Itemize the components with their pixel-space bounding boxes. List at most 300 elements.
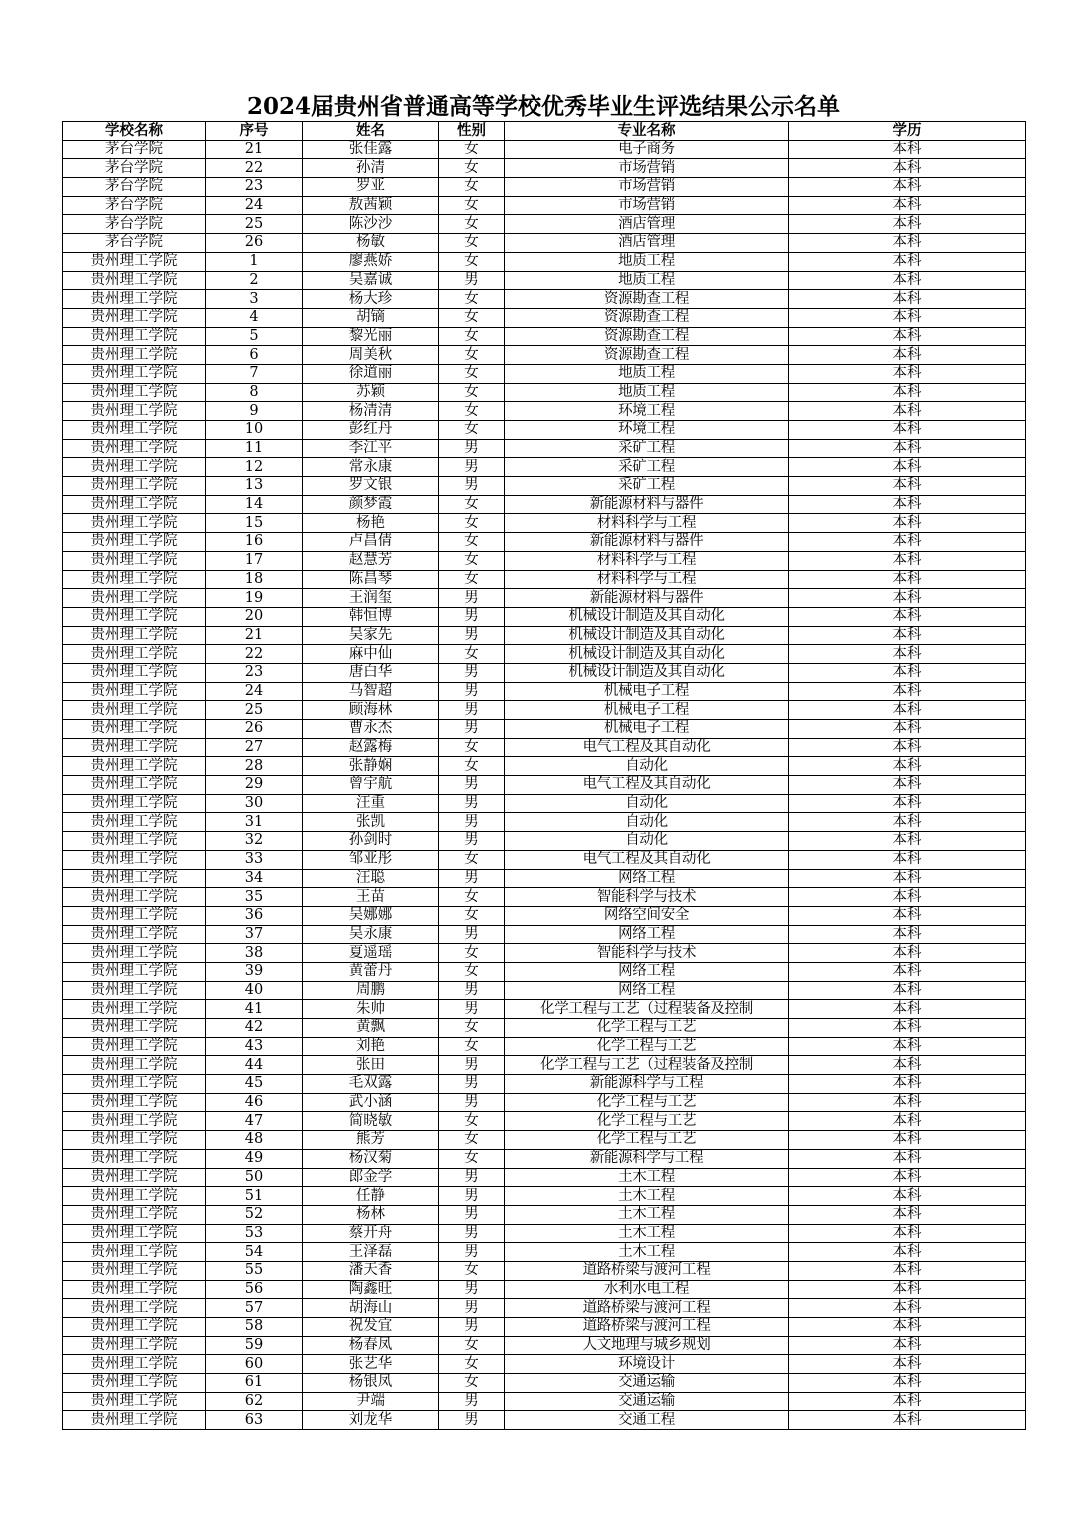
table-row bbox=[63, 1355, 1026, 1374]
cell-name: 吴娜娜 bbox=[303, 906, 439, 925]
table-row bbox=[63, 159, 1026, 178]
cell-name: 杨敏 bbox=[303, 234, 439, 253]
table-row bbox=[63, 776, 1026, 795]
cell-name: 杨汉菊 bbox=[303, 1149, 439, 1168]
cell-school: 茅台学院 bbox=[63, 215, 206, 234]
table-row bbox=[63, 981, 1026, 1000]
cell-education: 本科 bbox=[789, 252, 1026, 271]
cell-school: 贵州理工学院 bbox=[63, 869, 206, 888]
cell-education: 本科 bbox=[789, 159, 1026, 178]
cell-education: 本科 bbox=[789, 869, 1026, 888]
cell-gender: 女 bbox=[439, 383, 505, 402]
cell-education: 本科 bbox=[789, 215, 1026, 234]
cell-school: 贵州理工学院 bbox=[63, 1187, 206, 1206]
cell-education: 本科 bbox=[789, 1224, 1026, 1243]
cell-gender: 女 bbox=[439, 252, 505, 271]
cell-number: 56 bbox=[206, 1280, 303, 1299]
cell-name: 陶鑫旺 bbox=[303, 1280, 439, 1299]
cell-education: 本科 bbox=[789, 1131, 1026, 1150]
cell-gender: 男 bbox=[439, 477, 505, 496]
cell-education: 本科 bbox=[789, 234, 1026, 253]
cell-name: 杨银凤 bbox=[303, 1374, 439, 1393]
cell-school: 贵州理工学院 bbox=[63, 1392, 206, 1411]
cell-number: 21 bbox=[206, 626, 303, 645]
cell-major: 化学工程与工艺（过程装备及控制 bbox=[505, 1056, 789, 1075]
cell-gender: 男 bbox=[439, 1075, 505, 1094]
cell-name: 张田 bbox=[303, 1056, 439, 1075]
cell-school: 贵州理工学院 bbox=[63, 1374, 206, 1393]
cell-major: 自动化 bbox=[505, 813, 789, 832]
cell-major: 交通运输 bbox=[505, 1392, 789, 1411]
cell-gender: 男 bbox=[439, 869, 505, 888]
cell-education: 本科 bbox=[789, 981, 1026, 1000]
table-row bbox=[63, 308, 1026, 327]
cell-school: 贵州理工学院 bbox=[63, 645, 206, 664]
table-row bbox=[63, 607, 1026, 626]
cell-school: 茅台学院 bbox=[63, 140, 206, 159]
cell-school: 贵州理工学院 bbox=[63, 346, 206, 365]
table-row bbox=[63, 1280, 1026, 1299]
cell-education: 本科 bbox=[789, 1075, 1026, 1094]
cell-major: 自动化 bbox=[505, 832, 789, 851]
cell-school: 贵州理工学院 bbox=[63, 1037, 206, 1056]
cell-gender: 女 bbox=[439, 178, 505, 197]
cell-number: 23 bbox=[206, 178, 303, 197]
cell-gender: 男 bbox=[439, 1205, 505, 1224]
cell-gender: 男 bbox=[439, 458, 505, 477]
cell-name: 杨林 bbox=[303, 1205, 439, 1224]
cell-number: 25 bbox=[206, 701, 303, 720]
cell-number: 15 bbox=[206, 514, 303, 533]
cell-gender: 女 bbox=[439, 1261, 505, 1280]
cell-number: 41 bbox=[206, 1000, 303, 1019]
cell-major: 道路桥梁与渡河工程 bbox=[505, 1299, 789, 1318]
cell-gender: 女 bbox=[439, 421, 505, 440]
cell-major: 化学工程与工艺 bbox=[505, 1019, 789, 1038]
table-row bbox=[63, 364, 1026, 383]
cell-school: 贵州理工学院 bbox=[63, 757, 206, 776]
cell-gender: 男 bbox=[439, 925, 505, 944]
cell-number: 57 bbox=[206, 1299, 303, 1318]
cell-major: 网络工程 bbox=[505, 962, 789, 981]
cell-education: 本科 bbox=[789, 383, 1026, 402]
cell-education: 本科 bbox=[789, 1168, 1026, 1187]
cell-gender: 男 bbox=[439, 813, 505, 832]
cell-major: 交通运输 bbox=[505, 1374, 789, 1393]
table-row bbox=[63, 1037, 1026, 1056]
table-row bbox=[63, 458, 1026, 477]
cell-education: 本科 bbox=[789, 663, 1026, 682]
cell-education: 本科 bbox=[789, 682, 1026, 701]
table-row bbox=[63, 196, 1026, 215]
cell-school: 贵州理工学院 bbox=[63, 682, 206, 701]
cell-gender: 女 bbox=[439, 495, 505, 514]
cell-education: 本科 bbox=[789, 1000, 1026, 1019]
cell-major: 新能源材料与器件 bbox=[505, 589, 789, 608]
cell-education: 本科 bbox=[789, 906, 1026, 925]
cell-name: 孙清 bbox=[303, 159, 439, 178]
cell-number: 20 bbox=[206, 607, 303, 626]
cell-education: 本科 bbox=[789, 570, 1026, 589]
cell-name: 王润玺 bbox=[303, 589, 439, 608]
cell-school: 贵州理工学院 bbox=[63, 1019, 206, 1038]
cell-gender: 男 bbox=[439, 439, 505, 458]
cell-name: 张凯 bbox=[303, 813, 439, 832]
cell-name: 武小涵 bbox=[303, 1093, 439, 1112]
cell-major: 市场营销 bbox=[505, 196, 789, 215]
cell-major: 机械设计制造及其自动化 bbox=[505, 626, 789, 645]
cell-major: 机械电子工程 bbox=[505, 682, 789, 701]
cell-education: 本科 bbox=[789, 196, 1026, 215]
cell-education: 本科 bbox=[789, 1336, 1026, 1355]
cell-education: 本科 bbox=[789, 439, 1026, 458]
table-row bbox=[63, 1075, 1026, 1094]
cell-school: 贵州理工学院 bbox=[63, 701, 206, 720]
cell-number: 3 bbox=[206, 290, 303, 309]
cell-major: 新能源材料与器件 bbox=[505, 533, 789, 552]
cell-major: 电气工程及其自动化 bbox=[505, 776, 789, 795]
cell-education: 本科 bbox=[789, 757, 1026, 776]
cell-school: 贵州理工学院 bbox=[63, 589, 206, 608]
table-header-row bbox=[63, 122, 1026, 141]
cell-school: 贵州理工学院 bbox=[63, 402, 206, 421]
cell-number: 58 bbox=[206, 1318, 303, 1337]
cell-education: 本科 bbox=[789, 589, 1026, 608]
cell-major: 资源勘查工程 bbox=[505, 308, 789, 327]
cell-major: 土木工程 bbox=[505, 1205, 789, 1224]
cell-major: 酒店管理 bbox=[505, 215, 789, 234]
cell-number: 40 bbox=[206, 981, 303, 1000]
table-row bbox=[63, 514, 1026, 533]
table-row bbox=[63, 1187, 1026, 1206]
cell-major: 化学工程与工艺 bbox=[505, 1131, 789, 1150]
table-row bbox=[63, 1168, 1026, 1187]
cell-number: 63 bbox=[206, 1411, 303, 1430]
cell-major: 土木工程 bbox=[505, 1224, 789, 1243]
header-name: 姓名 bbox=[303, 122, 439, 141]
table-body bbox=[63, 140, 1026, 1429]
cell-education: 本科 bbox=[789, 533, 1026, 552]
cell-major: 资源勘查工程 bbox=[505, 327, 789, 346]
cell-major: 环境设计 bbox=[505, 1355, 789, 1374]
table-row bbox=[63, 140, 1026, 159]
cell-number: 29 bbox=[206, 776, 303, 795]
cell-number: 23 bbox=[206, 663, 303, 682]
table-row bbox=[63, 832, 1026, 851]
cell-school: 贵州理工学院 bbox=[63, 1243, 206, 1262]
cell-school: 贵州理工学院 bbox=[63, 1075, 206, 1094]
cell-number: 9 bbox=[206, 402, 303, 421]
cell-major: 智能科学与技术 bbox=[505, 944, 789, 963]
cell-gender: 女 bbox=[439, 140, 505, 159]
cell-education: 本科 bbox=[789, 832, 1026, 851]
cell-school: 贵州理工学院 bbox=[63, 1299, 206, 1318]
cell-gender: 女 bbox=[439, 234, 505, 253]
cell-name: 胡镝 bbox=[303, 308, 439, 327]
table-row bbox=[63, 701, 1026, 720]
cell-name: 廖燕娇 bbox=[303, 252, 439, 271]
header-education: 学历 bbox=[789, 122, 1026, 141]
cell-number: 12 bbox=[206, 458, 303, 477]
cell-school: 贵州理工学院 bbox=[63, 570, 206, 589]
cell-number: 51 bbox=[206, 1187, 303, 1206]
cell-gender: 女 bbox=[439, 402, 505, 421]
cell-number: 2 bbox=[206, 271, 303, 290]
cell-major: 水利水电工程 bbox=[505, 1280, 789, 1299]
cell-name: 郎金学 bbox=[303, 1168, 439, 1187]
cell-name: 孙剑时 bbox=[303, 832, 439, 851]
cell-gender: 男 bbox=[439, 663, 505, 682]
cell-school: 贵州理工学院 bbox=[63, 533, 206, 552]
cell-gender: 女 bbox=[439, 1374, 505, 1393]
cell-education: 本科 bbox=[789, 1280, 1026, 1299]
cell-number: 28 bbox=[206, 757, 303, 776]
cell-name: 刘艳 bbox=[303, 1037, 439, 1056]
cell-school: 贵州理工学院 bbox=[63, 832, 206, 851]
cell-education: 本科 bbox=[789, 720, 1026, 739]
cell-education: 本科 bbox=[789, 1187, 1026, 1206]
cell-education: 本科 bbox=[789, 271, 1026, 290]
cell-school: 贵州理工学院 bbox=[63, 1355, 206, 1374]
cell-school: 贵州理工学院 bbox=[63, 1112, 206, 1131]
cell-number: 7 bbox=[206, 364, 303, 383]
table-row bbox=[63, 327, 1026, 346]
cell-number: 37 bbox=[206, 925, 303, 944]
cell-major: 化学工程与工艺 bbox=[505, 1112, 789, 1131]
cell-school: 贵州理工学院 bbox=[63, 327, 206, 346]
cell-major: 机械电子工程 bbox=[505, 701, 789, 720]
cell-gender: 男 bbox=[439, 1411, 505, 1430]
cell-education: 本科 bbox=[789, 1205, 1026, 1224]
cell-name: 韩恒博 bbox=[303, 607, 439, 626]
table-row bbox=[63, 757, 1026, 776]
cell-name: 杨大珍 bbox=[303, 290, 439, 309]
cell-gender: 男 bbox=[439, 682, 505, 701]
cell-gender: 女 bbox=[439, 1336, 505, 1355]
cell-major: 材料科学与工程 bbox=[505, 570, 789, 589]
cell-gender: 女 bbox=[439, 850, 505, 869]
cell-education: 本科 bbox=[789, 1037, 1026, 1056]
cell-education: 本科 bbox=[789, 813, 1026, 832]
cell-name: 罗文银 bbox=[303, 477, 439, 496]
cell-education: 本科 bbox=[789, 738, 1026, 757]
cell-number: 21 bbox=[206, 140, 303, 159]
table-row bbox=[63, 1392, 1026, 1411]
cell-school: 贵州理工学院 bbox=[63, 607, 206, 626]
cell-school: 贵州理工学院 bbox=[63, 888, 206, 907]
cell-gender: 女 bbox=[439, 1131, 505, 1150]
cell-gender: 男 bbox=[439, 626, 505, 645]
cell-education: 本科 bbox=[789, 1411, 1026, 1430]
cell-school: 贵州理工学院 bbox=[63, 1168, 206, 1187]
page-title: 2024届贵州省普通高等学校优秀毕业生评选结果公示名单 bbox=[246, 93, 840, 120]
cell-name: 顾海林 bbox=[303, 701, 439, 720]
cell-number: 18 bbox=[206, 570, 303, 589]
cell-number: 48 bbox=[206, 1131, 303, 1150]
table-row bbox=[63, 421, 1026, 440]
cell-school: 贵州理工学院 bbox=[63, 1131, 206, 1150]
table-row bbox=[63, 1000, 1026, 1019]
cell-major: 自动化 bbox=[505, 757, 789, 776]
table-row bbox=[63, 383, 1026, 402]
table-row bbox=[63, 439, 1026, 458]
cell-school: 茅台学院 bbox=[63, 159, 206, 178]
cell-gender: 女 bbox=[439, 888, 505, 907]
cell-major: 市场营销 bbox=[505, 159, 789, 178]
cell-school: 贵州理工学院 bbox=[63, 364, 206, 383]
table-row bbox=[63, 533, 1026, 552]
cell-gender: 男 bbox=[439, 794, 505, 813]
cell-gender: 女 bbox=[439, 308, 505, 327]
cell-name: 吴永康 bbox=[303, 925, 439, 944]
table-row bbox=[63, 1336, 1026, 1355]
cell-major: 网络工程 bbox=[505, 869, 789, 888]
cell-number: 1 bbox=[206, 252, 303, 271]
cell-number: 31 bbox=[206, 813, 303, 832]
cell-education: 本科 bbox=[789, 962, 1026, 981]
cell-education: 本科 bbox=[789, 1299, 1026, 1318]
table-row bbox=[63, 1224, 1026, 1243]
cell-education: 本科 bbox=[789, 850, 1026, 869]
cell-number: 49 bbox=[206, 1149, 303, 1168]
cell-education: 本科 bbox=[789, 178, 1026, 197]
cell-school: 贵州理工学院 bbox=[63, 1411, 206, 1430]
cell-gender: 女 bbox=[439, 346, 505, 365]
cell-school: 贵州理工学院 bbox=[63, 1261, 206, 1280]
table-row bbox=[63, 234, 1026, 253]
cell-major: 资源勘查工程 bbox=[505, 290, 789, 309]
cell-major: 地质工程 bbox=[505, 364, 789, 383]
cell-number: 26 bbox=[206, 720, 303, 739]
cell-gender: 女 bbox=[439, 962, 505, 981]
cell-school: 贵州理工学院 bbox=[63, 551, 206, 570]
cell-school: 贵州理工学院 bbox=[63, 271, 206, 290]
cell-gender: 男 bbox=[439, 1318, 505, 1337]
cell-name: 黄飘 bbox=[303, 1019, 439, 1038]
cell-education: 本科 bbox=[789, 140, 1026, 159]
cell-number: 46 bbox=[206, 1093, 303, 1112]
table-row bbox=[63, 645, 1026, 664]
cell-school: 贵州理工学院 bbox=[63, 290, 206, 309]
table-row bbox=[63, 1093, 1026, 1112]
cell-name: 张艺华 bbox=[303, 1355, 439, 1374]
cell-name: 周美秋 bbox=[303, 346, 439, 365]
cell-major: 市场营销 bbox=[505, 178, 789, 197]
cell-number: 45 bbox=[206, 1075, 303, 1094]
cell-school: 贵州理工学院 bbox=[63, 1318, 206, 1337]
cell-name: 张静娴 bbox=[303, 757, 439, 776]
cell-number: 5 bbox=[206, 327, 303, 346]
cell-school: 贵州理工学院 bbox=[63, 308, 206, 327]
cell-gender: 女 bbox=[439, 327, 505, 346]
cell-number: 50 bbox=[206, 1168, 303, 1187]
cell-school: 贵州理工学院 bbox=[63, 813, 206, 832]
table-row bbox=[63, 570, 1026, 589]
cell-gender: 男 bbox=[439, 701, 505, 720]
cell-major: 材料科学与工程 bbox=[505, 551, 789, 570]
cell-major: 智能科学与技术 bbox=[505, 888, 789, 907]
header-major: 专业名称 bbox=[505, 122, 789, 141]
cell-number: 17 bbox=[206, 551, 303, 570]
cell-gender: 男 bbox=[439, 1056, 505, 1075]
cell-gender: 女 bbox=[439, 944, 505, 963]
table-row bbox=[63, 944, 1026, 963]
cell-name: 杨春凤 bbox=[303, 1336, 439, 1355]
cell-name: 陈昌琴 bbox=[303, 570, 439, 589]
cell-school: 茅台学院 bbox=[63, 234, 206, 253]
table-row bbox=[63, 1374, 1026, 1393]
cell-number: 35 bbox=[206, 888, 303, 907]
cell-name: 陈沙沙 bbox=[303, 215, 439, 234]
cell-major: 地质工程 bbox=[505, 252, 789, 271]
cell-gender: 女 bbox=[439, 533, 505, 552]
cell-name: 刘龙华 bbox=[303, 1411, 439, 1430]
cell-education: 本科 bbox=[789, 1261, 1026, 1280]
cell-gender: 女 bbox=[439, 514, 505, 533]
cell-school: 贵州理工学院 bbox=[63, 906, 206, 925]
cell-education: 本科 bbox=[789, 346, 1026, 365]
cell-number: 36 bbox=[206, 906, 303, 925]
cell-education: 本科 bbox=[789, 794, 1026, 813]
cell-number: 25 bbox=[206, 215, 303, 234]
cell-number: 4 bbox=[206, 308, 303, 327]
cell-gender: 男 bbox=[439, 607, 505, 626]
cell-name: 颜梦霞 bbox=[303, 495, 439, 514]
cell-name: 汪重 bbox=[303, 794, 439, 813]
cell-gender: 男 bbox=[439, 1392, 505, 1411]
cell-education: 本科 bbox=[789, 514, 1026, 533]
cell-school: 茅台学院 bbox=[63, 178, 206, 197]
cell-name: 夏遥瑶 bbox=[303, 944, 439, 963]
cell-gender: 女 bbox=[439, 1019, 505, 1038]
cell-major: 机械设计制造及其自动化 bbox=[505, 645, 789, 664]
table-row bbox=[63, 794, 1026, 813]
cell-school: 贵州理工学院 bbox=[63, 1000, 206, 1019]
cell-major: 机械设计制造及其自动化 bbox=[505, 663, 789, 682]
cell-school: 茅台学院 bbox=[63, 196, 206, 215]
table-row bbox=[63, 663, 1026, 682]
table-row bbox=[63, 626, 1026, 645]
cell-major: 采矿工程 bbox=[505, 439, 789, 458]
cell-name: 卢昌倩 bbox=[303, 533, 439, 552]
cell-number: 19 bbox=[206, 589, 303, 608]
cell-name: 罗亚 bbox=[303, 178, 439, 197]
cell-name: 祝发宜 bbox=[303, 1318, 439, 1337]
table-row bbox=[63, 1261, 1026, 1280]
cell-name: 敖茜颖 bbox=[303, 196, 439, 215]
cell-major: 人文地理与城乡规划 bbox=[505, 1336, 789, 1355]
cell-number: 14 bbox=[206, 495, 303, 514]
table-row bbox=[63, 906, 1026, 925]
table-row bbox=[63, 962, 1026, 981]
cell-gender: 女 bbox=[439, 215, 505, 234]
cell-education: 本科 bbox=[789, 290, 1026, 309]
cell-education: 本科 bbox=[789, 645, 1026, 664]
cell-number: 13 bbox=[206, 477, 303, 496]
cell-number: 22 bbox=[206, 159, 303, 178]
cell-major: 采矿工程 bbox=[505, 477, 789, 496]
table-row bbox=[63, 682, 1026, 701]
table-row bbox=[63, 1411, 1026, 1430]
table-row bbox=[63, 495, 1026, 514]
cell-name: 朱帅 bbox=[303, 1000, 439, 1019]
cell-major: 地质工程 bbox=[505, 383, 789, 402]
cell-education: 本科 bbox=[789, 1112, 1026, 1131]
cell-education: 本科 bbox=[789, 1243, 1026, 1262]
cell-gender: 女 bbox=[439, 364, 505, 383]
cell-school: 贵州理工学院 bbox=[63, 495, 206, 514]
cell-gender: 男 bbox=[439, 981, 505, 1000]
